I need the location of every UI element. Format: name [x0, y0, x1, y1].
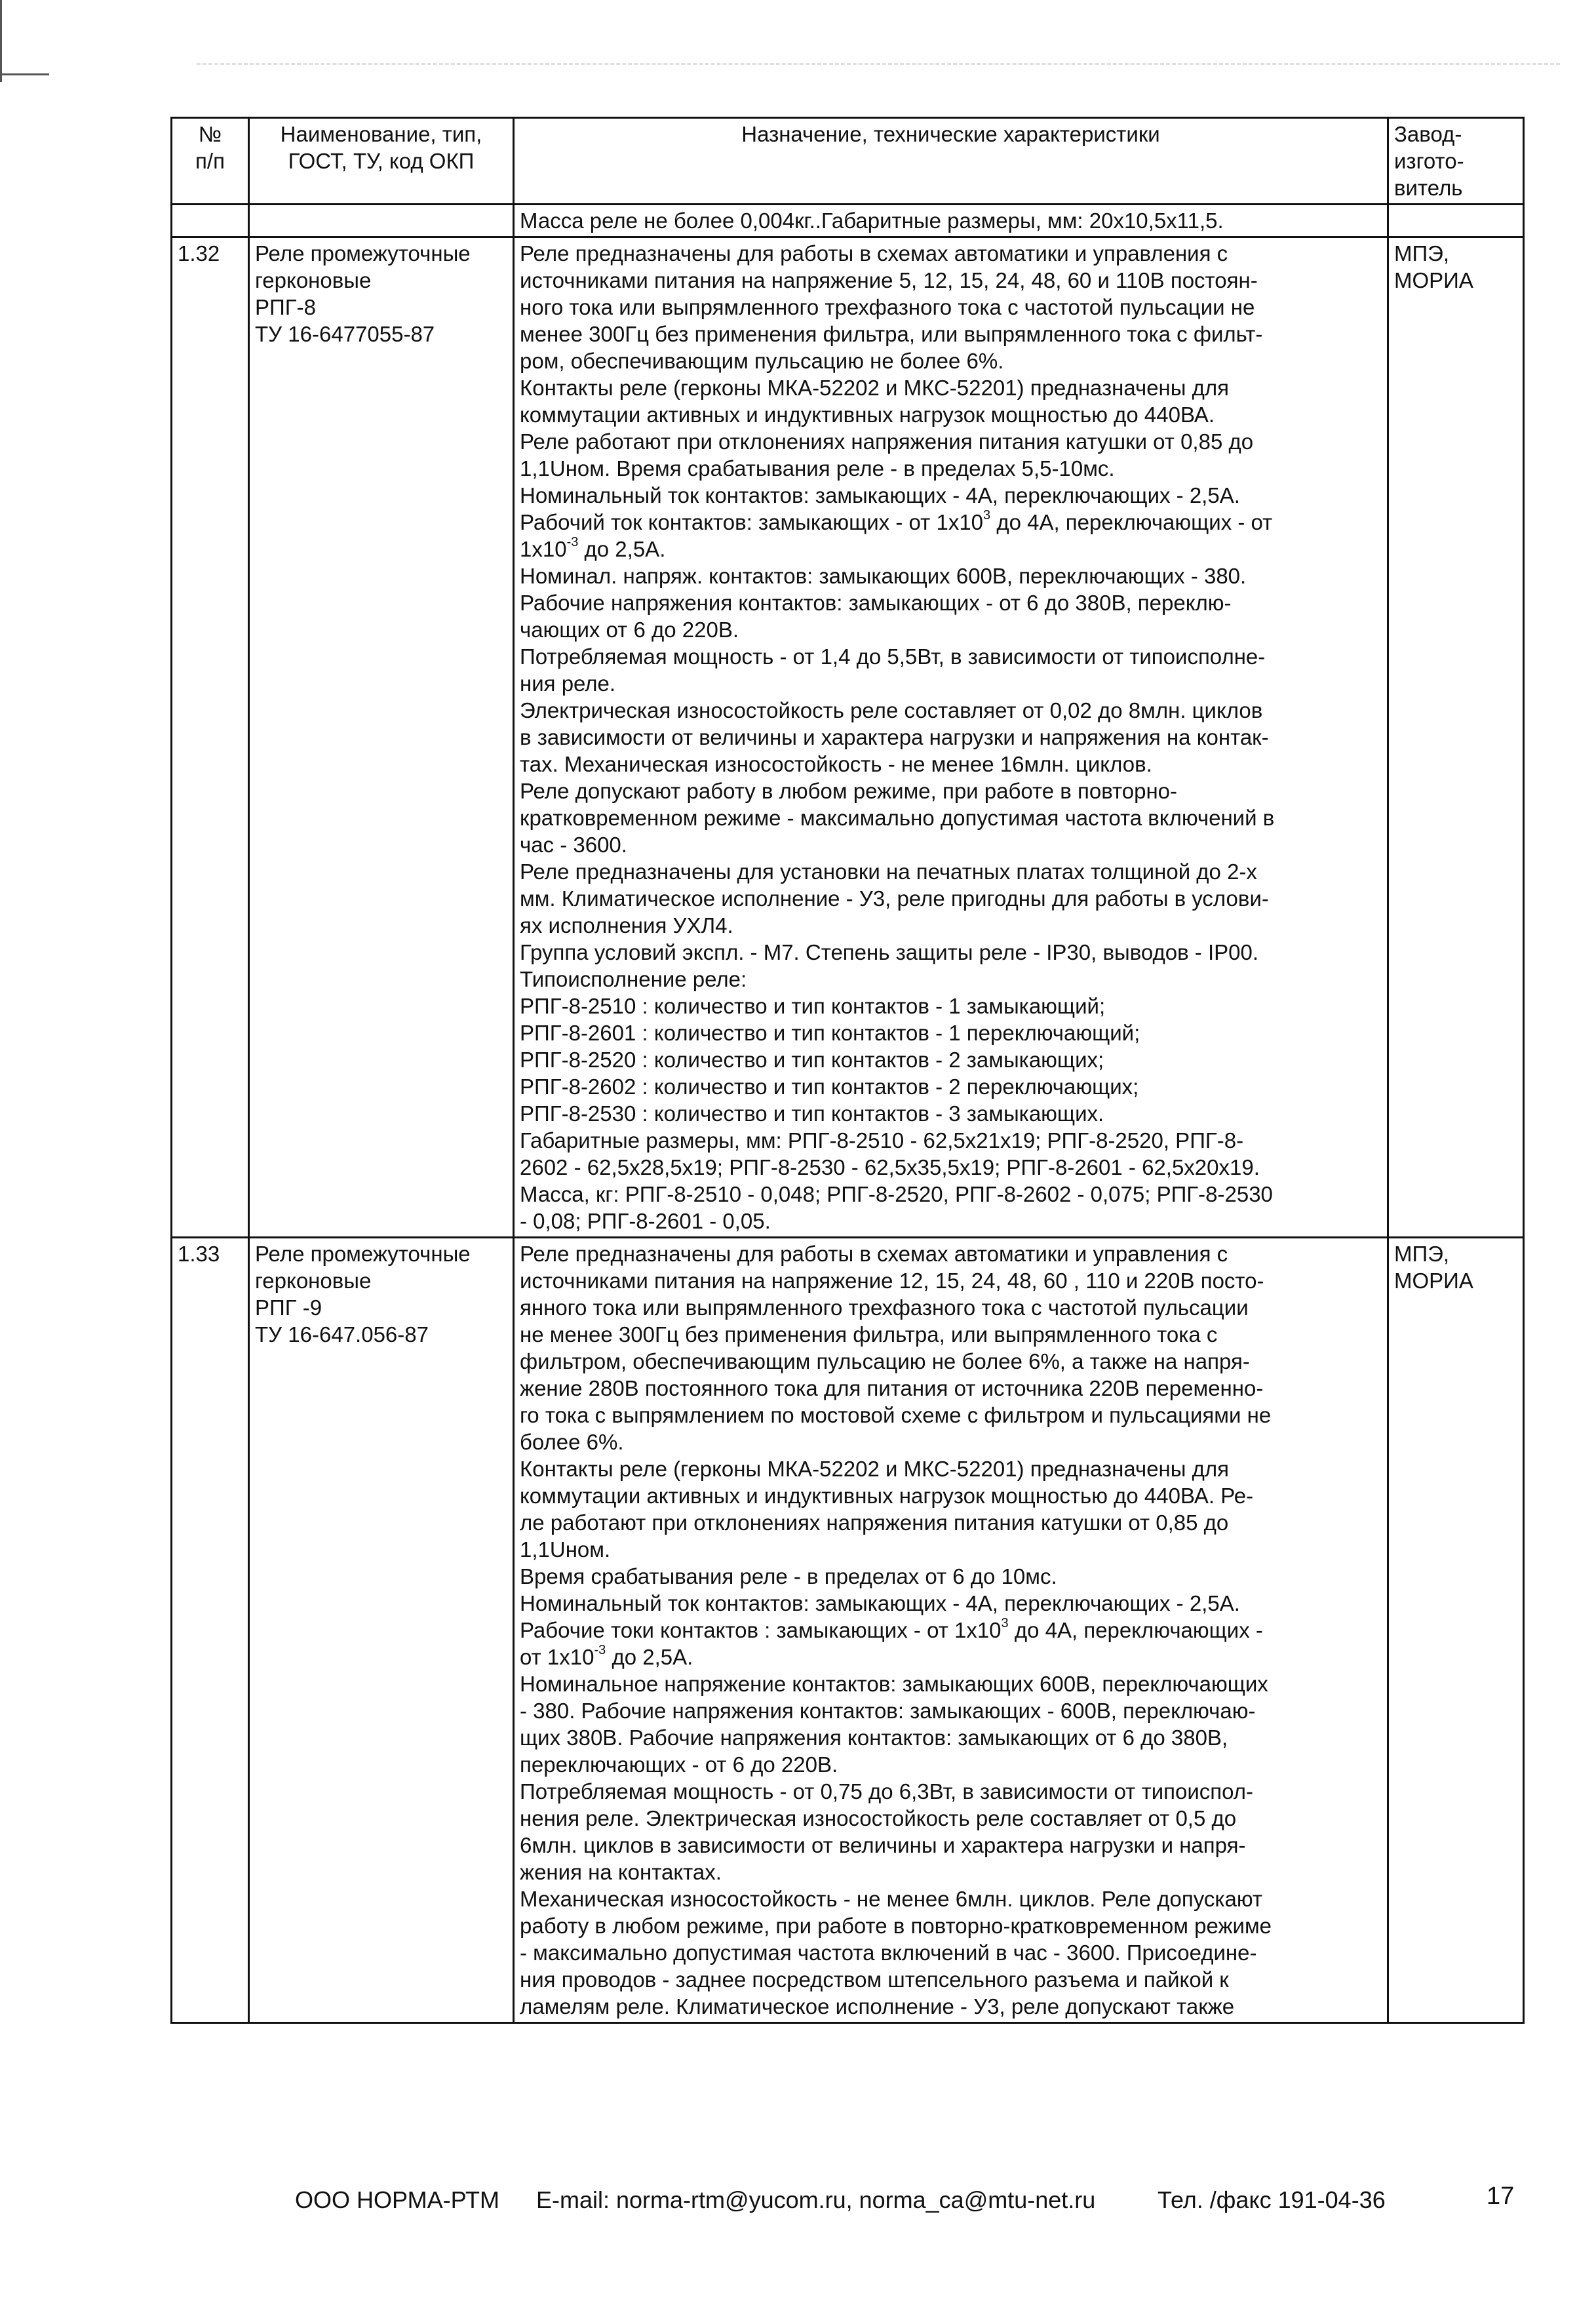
- description-line: Потребляемая мощность - от 1,4 до 5,5Вт, в зависимости от типоисполне-: [520, 644, 1266, 669]
- description-line: Номинальный ток контактов: замыкающих - 4А, переключающих - 2,5А.: [520, 1591, 1240, 1615]
- description-line: го тока с выпрямлением по мостовой схеме с фильтром и пульсациями не: [520, 1403, 1272, 1427]
- footer-email: E-mail: norma-rtm@yucom.ru, norma_ca@mtu-net.ru: [536, 2186, 1096, 2213]
- description-line: коммутации активных и индуктивных нагрузок мощностью до 440ВА. Ре-: [520, 1484, 1254, 1508]
- page-number: 17: [1487, 2182, 1515, 2210]
- footer-phone: Тел. /факс 191-04-36: [1158, 2186, 1386, 2213]
- description-line: переключающих - от 6 до 220В.: [520, 1752, 838, 1777]
- description-line: РПГ-8-2601 : количество и тип контактов - 1 переключающий;: [520, 1021, 1140, 1045]
- description-line: Номинальное напряжение контактов: замыкающих 600В, переключающих: [520, 1672, 1268, 1696]
- header-text-line: Назначение, технические характеристики: [741, 122, 1160, 146]
- header-text-line: витель: [1394, 176, 1463, 200]
- description-line: Контакты реле (герконы МКА-52202 и МКС-52201) предназначены для: [520, 1457, 1230, 1481]
- description-line: Механическая износостойкость - не менее 6млн. циклов. Реле допускают: [520, 1887, 1263, 1911]
- header-text-line: Наименование, тип,: [280, 122, 482, 146]
- description-line: Контакты реле (герконы МКА-52202 и МКС-52201) предназначены для: [520, 376, 1230, 400]
- description-line: жения на контактах.: [520, 1860, 722, 1884]
- scan-noise-line: [197, 63, 1560, 78]
- header-text-line: изгото-: [1394, 149, 1464, 173]
- description-line: 2602 - 62,5х28,5х19; РПГ-8-2530 - 62,5х35,5х19; РПГ-8-2601 - 62,5х20х19.: [520, 1155, 1260, 1179]
- description-line: - максимально допустимая частота включений в час - 3600. Присоедине-: [520, 1941, 1257, 1965]
- description-line: ния проводов - заднее посредством штепсельного разъема и пайкой к: [520, 1967, 1229, 1992]
- manufacturer-line: МПЭ,: [1394, 241, 1450, 266]
- description-line: Электрическая износостойкость реле составляет от 0,02 до 8млн. циклов: [520, 698, 1263, 722]
- product-name-line: Реле промежуточные: [255, 241, 471, 266]
- description-line: Реле допускают работу в любом режиме, при работе в повторно-: [520, 779, 1178, 803]
- description-line: - 0,08; РПГ-8-2601 - 0,05.: [520, 1209, 771, 1233]
- description-line: жение 280В постоянного тока для питания от источника 220В переменно-: [520, 1376, 1264, 1400]
- product-name: [249, 237, 514, 1238]
- description-line: Типоисполнение реле:: [520, 967, 747, 991]
- header-manufacturer: [1388, 118, 1524, 205]
- description-line: час - 3600.: [520, 833, 627, 857]
- description-line: источниками питания на напряжение 5, 12, 15, 24, 48, 60 и 110В постоян-: [520, 268, 1258, 292]
- product-name-line: герконовые: [255, 1269, 372, 1293]
- product-name-line: герконовые: [255, 268, 372, 292]
- table-row: [172, 1238, 1524, 2023]
- product-description: [514, 1238, 1388, 2023]
- description-line: щих 380В. Рабочие напряжения контактов: замыкающих от 6 до 380В,: [520, 1725, 1228, 1750]
- description-line: не менее 300Гц без применения фильтра, или выпрямленного тока с: [520, 1322, 1218, 1347]
- product-name-line: РПГ -9: [255, 1295, 322, 1320]
- description-line: ния реле.: [520, 671, 616, 696]
- manufacturer-line: МОРИА: [1394, 1269, 1473, 1293]
- description-line: ле работают при отклонениях напряжения питания катушки от 0,85 до: [520, 1510, 1229, 1535]
- description-line: $1х10^{-3}$ до 2,5А.: [520, 535, 666, 561]
- description-line: Номинальный ток контактов: замыкающих - 4А, переключающих - 2,5А.: [520, 483, 1240, 507]
- description-line: Реле предназначены для работы в схемах автоматики и управления с: [520, 1242, 1228, 1266]
- description-line: РПГ-8-2602 : количество и тип контактов - 2 переключающих;: [520, 1075, 1139, 1099]
- description-line: Время срабатывания реле - в пределах от 6 до 10мс.: [520, 1564, 1057, 1588]
- product-name-line: ТУ 16-6477055-87: [255, 322, 435, 346]
- description-line: 6млн. циклов в зависимости от величины и характера нагрузки и напря-: [520, 1833, 1246, 1857]
- description-line: Группа условий экспл. - М7. Степень защиты реле - IP30, выводов - IP00.: [520, 940, 1259, 964]
- table-row: [172, 237, 1524, 1238]
- description-line: Масса, кг: РПГ-8-2510 - 0,048; РПГ-8-2520, РПГ-8-2602 - 0,075; РПГ-8-2530: [520, 1182, 1273, 1206]
- description-line: мм. Климатическое исполнение - У3, реле пригодны для работы в услови-: [520, 886, 1269, 911]
- description-line: работу в любом режиме, при работе в повторно-кратковременном режиме: [520, 1914, 1272, 1938]
- description-line: ях исполнения УХЛ4.: [520, 913, 733, 937]
- header-text-line: Завод-: [1394, 122, 1462, 146]
- row-number: 1.32: [172, 237, 249, 1238]
- header-text-line: ГОСТ, ТУ, код ОКП: [288, 149, 475, 173]
- description-line: ром, обеспечивающим пульсацию не более 6%.: [520, 349, 1004, 373]
- description-line: кратковременном режиме - максимально допустимая частота включений в: [520, 806, 1275, 830]
- description-line: ламелям реле. Климатическое исполнение - У3, реле допускают также: [520, 1994, 1235, 2019]
- continuation-text: Масса реле не более 0,004кг..Габаритные размеры, мм: 20х10,5х11,5.: [514, 205, 1388, 237]
- table-header-row: [172, 118, 1524, 205]
- description-line: источниками питания на напряжение 12, 15, 24, 48, 60 , 110 и 220В посто-: [520, 1269, 1264, 1293]
- scan-edge-mark: [0, 73, 49, 75]
- header-num: [172, 118, 249, 205]
- description-line: РПГ-8-2510 : количество и тип контактов - 1 замыкающий;: [520, 994, 1106, 1018]
- description-line: Рабочие напряжения контактов: замыкающих - от 6 до 380В, переклю-: [520, 591, 1232, 615]
- description-line: ного тока или выпрямленного трехфазного тока с частотой пульсации не: [520, 295, 1255, 319]
- description-line: 1,1Uном. Время срабатывания реле - в пределах 5,5-10мс.: [520, 456, 1115, 481]
- description-line: фильтром, обеспечивающим пульсацию не более 6%, а также на напря-: [520, 1349, 1250, 1373]
- description-line: Потребляемая мощность - от 0,75 до 6,3Вт, в зависимости от типоиспол-: [520, 1779, 1254, 1804]
- manufacturer: [1388, 1238, 1524, 2023]
- description-line: тах. Механическая износостойкость - не менее 16млн. циклов.: [520, 752, 1152, 776]
- header-desc: [514, 118, 1388, 205]
- manufacturer-line: МПЭ,: [1394, 1242, 1450, 1266]
- header-text-line: №: [198, 122, 222, 146]
- description-line: в зависимости от величины и характера нагрузки и напряжения на контак-: [520, 725, 1269, 749]
- header-name: [249, 118, 514, 205]
- description-line: нения реле. Электрическая износостойкость реле составляет от 0,5 до: [520, 1806, 1237, 1830]
- scan-edge-mark: [0, 0, 2, 82]
- description-line: от $1х10^{-3}$ до 2,5А.: [520, 1643, 693, 1669]
- description-line: Номинал. напряж. контактов: замыкающих 600В, переключающих - 380.: [520, 564, 1247, 588]
- description-line: Реле предназначены для работы в схемах автоматики и управления с: [520, 241, 1228, 266]
- description-line: Рабочий ток контактов: замыкающих - от $1х10^3$ до 4А, переключающих - от: [520, 508, 1273, 534]
- product-name-line: Реле промежуточные: [255, 1242, 471, 1266]
- description-line: Реле предназначены для установки на печатных платах толщиной до 2-х: [520, 859, 1257, 884]
- description-line: РПГ-8-2520 : количество и тип контактов - 2 замыкающих;: [520, 1048, 1104, 1072]
- footer-company: ООО НОРМА-РТМ: [295, 2186, 499, 2213]
- description-line: янного тока или выпрямленного трехфазного тока с частотой пульсации: [520, 1295, 1249, 1320]
- description-line: коммутации активных и индуктивных нагрузок мощностью до 440ВА.: [520, 403, 1215, 427]
- product-name-line: РПГ-8: [255, 295, 316, 319]
- product-name-line: ТУ 16-647.056-87: [255, 1322, 429, 1347]
- description-line: РПГ-8-2530 : количество и тип контактов - 3 замыкающих.: [520, 1101, 1104, 1126]
- description-line: чающих от 6 до 220В.: [520, 618, 739, 642]
- product-description: [514, 237, 1388, 1238]
- product-name: [249, 1238, 514, 2023]
- row-number: 1.33: [172, 1238, 249, 2023]
- description-line: менее 300Гц без применения фильтра, или выпрямленного тока с фильт-: [520, 322, 1263, 346]
- description-line: более 6%.: [520, 1430, 624, 1454]
- specification-table: [170, 117, 1525, 2024]
- manufacturer-line: МОРИА: [1394, 268, 1473, 292]
- description-line: 1,1Uном.: [520, 1537, 611, 1562]
- header-text-line: п/п: [195, 149, 225, 173]
- continuation-row: [172, 205, 1524, 237]
- manufacturer: [1388, 237, 1524, 1238]
- description-line: Рабочие токи контактов : замыкающих - от $1х10^3$ до 4А, переключающих -: [520, 1616, 1263, 1642]
- description-line: Габаритные размеры, мм: РПГ-8-2510 - 62,5х21х19; РПГ-8-2520, РПГ-8-: [520, 1128, 1244, 1153]
- description-line: - 380. Рабочие напряжения контактов: замыкающих - 600В, переключаю-: [520, 1699, 1256, 1723]
- description-line: Реле работают при отклонениях напряжения питания катушки от 0,85 до: [520, 429, 1254, 454]
